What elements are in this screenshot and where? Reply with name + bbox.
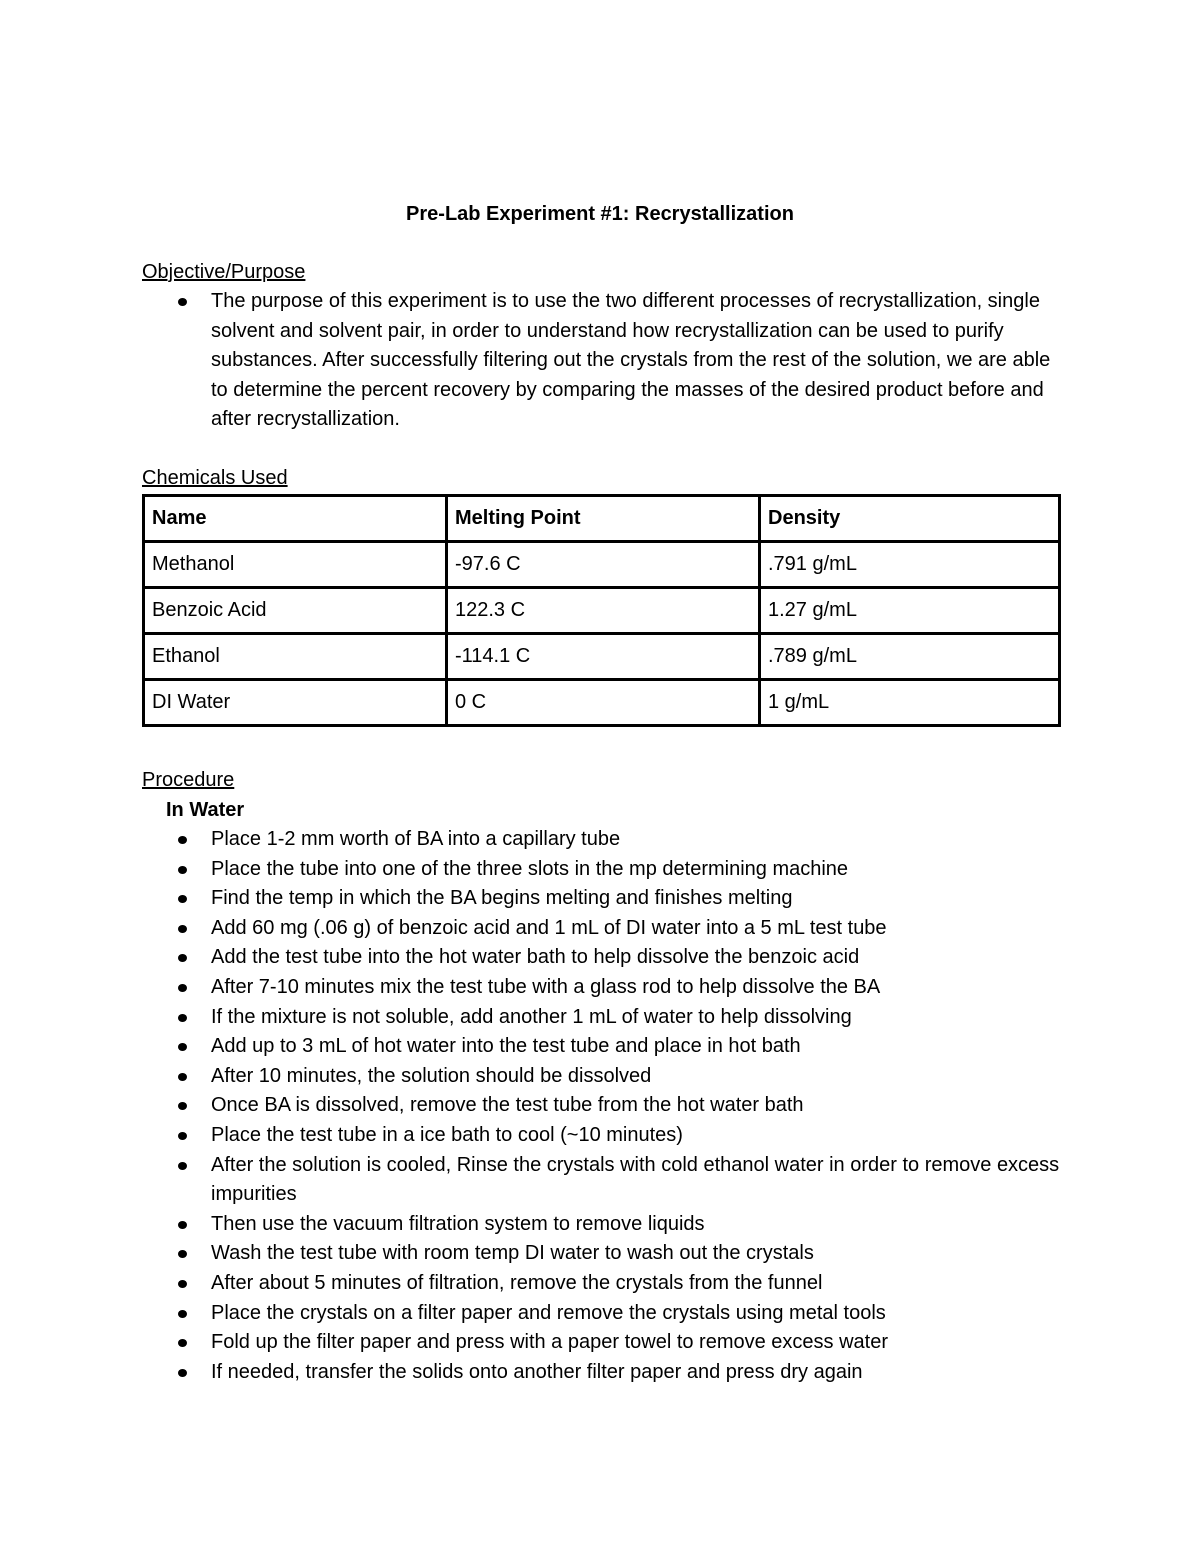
cell-melting-point: -97.6 C <box>447 542 760 588</box>
list-item <box>142 1239 1072 1269</box>
step-text: Place the crystals on a filter paper and remove the crystals using metal tools <box>211 1301 886 1324</box>
column-header-name: Name <box>144 496 447 542</box>
bullet-icon <box>178 1339 187 1347</box>
list-item <box>142 825 1072 855</box>
procedure-heading: Procedure <box>142 769 235 791</box>
list-item <box>142 1328 1072 1358</box>
step-text: Add 60 mg (.06 g) of benzoic acid and 1 mL of DI water into a 5 mL test tube <box>211 916 887 939</box>
list-item <box>142 287 1072 435</box>
document-title: Pre-Lab Experiment #1: Recrystallization <box>406 203 794 225</box>
step-text: If needed, transfer the solids onto another filter paper and press dry again <box>211 1360 863 1383</box>
column-header-melting-point: Melting Point <box>447 496 760 542</box>
list-item <box>142 1299 1072 1329</box>
objective-list <box>142 287 1072 435</box>
cell-melting-point: 0 C <box>447 680 760 726</box>
cell-melting-point: -114.1 C <box>447 634 760 680</box>
bullet-icon <box>178 925 187 933</box>
list-item <box>142 1003 1072 1033</box>
bullet-icon <box>178 1310 187 1318</box>
chemicals-table <box>142 494 1061 727</box>
bullet-icon <box>178 984 187 992</box>
step-text: After 10 minutes, the solution should be dissolved <box>211 1064 652 1087</box>
table-row <box>144 588 1060 634</box>
objective-heading: Objective/Purpose <box>142 261 306 283</box>
cell-melting-point: 122.3 C <box>447 588 760 634</box>
list-item <box>142 914 1072 944</box>
table-row <box>144 542 1060 588</box>
bullet-icon <box>178 1132 187 1140</box>
list-item <box>142 1151 1072 1210</box>
step-text: Add up to 3 mL of hot water into the test tube and place in hot bath <box>211 1035 801 1058</box>
step-text: Place the tube into one of the three slots in the mp determining machine <box>211 857 849 880</box>
bullet-icon <box>178 895 187 903</box>
bullet-icon <box>178 1280 187 1288</box>
list-item <box>142 1091 1072 1121</box>
step-text: Add the test tube into the hot water bath to help dissolve the benzoic acid <box>211 946 860 969</box>
cell-name: Benzoic Acid <box>144 588 447 634</box>
list-item <box>142 973 1072 1003</box>
bullet-icon <box>178 836 187 844</box>
list-item <box>142 1210 1072 1240</box>
procedure-subheading: In Water <box>166 799 245 821</box>
cell-density: 1 g/mL <box>760 680 1060 726</box>
table-header-row <box>144 496 1060 542</box>
step-text: If the mixture is not soluble, add another 1 mL of water to help dissolving <box>211 1005 852 1028</box>
step-text: Fold up the filter paper and press with a paper towel to remove excess water <box>211 1331 889 1354</box>
list-item <box>142 1121 1072 1151</box>
bullet-icon <box>178 1369 187 1377</box>
bullet-icon <box>178 1250 187 1258</box>
step-text: After about 5 minutes of filtration, remove the crystals from the funnel <box>211 1271 823 1294</box>
table-row <box>144 680 1060 726</box>
bullet-icon <box>178 1221 187 1229</box>
objective-text: The purpose of this experiment is to use the two different processes of recrystallization, single solvent and solvent pair, in order to understand how recrystallization can be used to purify substances. After successfully filtering out the crystals from the rest of the solution, we are able to determine the percent recovery by comparing the masses of the desired product before and after recrystallization. <box>211 290 1051 431</box>
step-text: Then use the vacuum filtration system to remove liquids <box>211 1212 705 1235</box>
bullet-icon <box>178 298 187 306</box>
list-item <box>142 884 1072 914</box>
list-item <box>142 1032 1072 1062</box>
step-text: Find the temp in which the BA begins melting and finishes melting <box>211 887 793 910</box>
cell-name: Methanol <box>144 542 447 588</box>
list-item <box>142 1358 1072 1388</box>
list-item <box>142 1269 1072 1299</box>
bullet-icon <box>178 866 187 874</box>
step-text: Place 1-2 mm worth of BA into a capillary tube <box>211 828 621 850</box>
step-text: Once BA is dissolved, remove the test tube from the hot water bath <box>211 1094 804 1117</box>
step-text: After 7-10 minutes mix the test tube with a glass rod to help dissolve the BA <box>211 975 881 998</box>
bullet-icon <box>178 1073 187 1081</box>
chemicals-heading: Chemicals Used <box>142 467 288 489</box>
step-text: Place the test tube in a ice bath to cool (~10 minutes) <box>211 1123 683 1146</box>
cell-name: Ethanol <box>144 634 447 680</box>
step-text: After the solution is cooled, Rinse the crystals with cold ethanol water in order to remove excess impurities <box>211 1153 1060 1206</box>
bullet-icon <box>178 954 187 962</box>
bullet-icon <box>178 1014 187 1022</box>
cell-density: .791 g/mL <box>760 542 1060 588</box>
column-header-density: Density <box>760 496 1060 542</box>
cell-density: 1.27 g/mL <box>760 588 1060 634</box>
list-item <box>142 855 1072 885</box>
bullet-icon <box>178 1162 187 1170</box>
step-text: Wash the test tube with room temp DI water to wash out the crystals <box>211 1242 814 1265</box>
cell-name: DI Water <box>144 680 447 726</box>
bullet-icon <box>178 1102 187 1110</box>
procedure-steps <box>142 825 1072 1387</box>
table-row <box>144 634 1060 680</box>
cell-density: .789 g/mL <box>760 634 1060 680</box>
list-item <box>142 943 1072 973</box>
bullet-icon <box>178 1043 187 1051</box>
list-item <box>142 1062 1072 1092</box>
